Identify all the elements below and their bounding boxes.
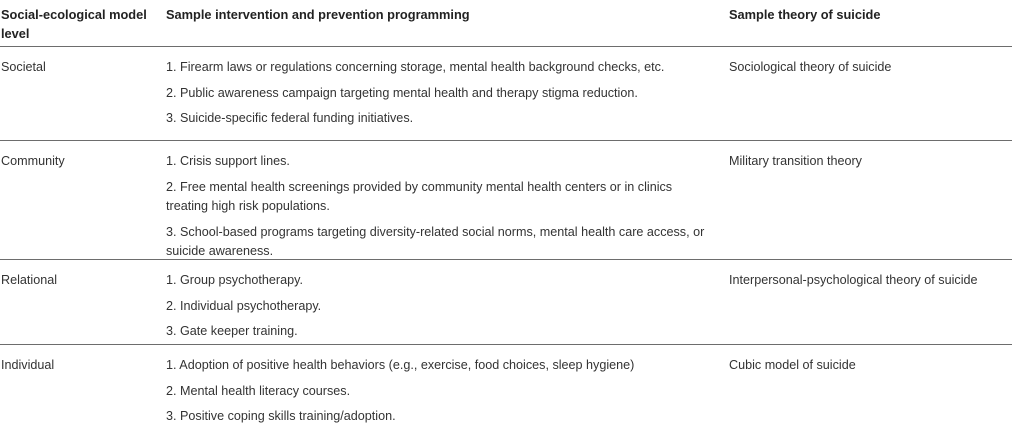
level-cell: Relational xyxy=(1,273,58,287)
programming-item: 2. Individual psychotherapy. xyxy=(166,298,322,313)
header-programming: Sample intervention and prevention programming xyxy=(166,7,470,22)
theory-cell: Sociological theory of suicide xyxy=(729,60,892,74)
level-cell: Community xyxy=(1,154,65,168)
programming-item: 2. Public awareness campaign targeting mental health and therapy stigma reduction. xyxy=(166,85,638,100)
table-row-individual xyxy=(0,345,1012,431)
programming-item: 3. Suicide-specific federal funding initiatives. xyxy=(166,111,414,125)
programming-item: 3. School-based programs targeting diversity-related social norms, mental health care access, or suicide awareness. xyxy=(166,224,705,258)
table-row-relational xyxy=(0,260,1012,345)
programming-cell xyxy=(166,271,714,348)
theory-cell: Cubic model of suicide xyxy=(729,358,856,372)
table-row-community xyxy=(0,141,1012,260)
header-theory: Sample theory of suicide xyxy=(729,7,881,22)
table-header-row xyxy=(0,0,1012,47)
programming-item: 2. Free mental health screenings provided by community mental health centers or in clinics treating high risk populations. xyxy=(166,179,673,213)
programming-item: 2. Mental health literacy courses. xyxy=(166,383,351,398)
programming-item: 1. Adoption of positive health behaviors (e.g., exercise, food choices, sleep hygiene) xyxy=(166,358,635,372)
programming-cell xyxy=(166,58,714,135)
programming-cell xyxy=(166,356,714,433)
programming-item: 3. Gate keeper training. xyxy=(166,324,298,338)
programming-item: 1. Crisis support lines. xyxy=(166,154,290,168)
programming-item: 1. Group psychotherapy. xyxy=(166,273,303,287)
programming-item: 3. Positive coping skills training/adoption. xyxy=(166,409,396,423)
level-cell: Societal xyxy=(1,60,46,74)
level-cell: Individual xyxy=(1,358,55,372)
theory-cell: Interpersonal-psychological theory of suicide xyxy=(729,273,978,287)
table-row-societal xyxy=(0,47,1012,141)
programming-item: 1. Firearm laws or regulations concerning storage, mental health background checks, etc. xyxy=(166,60,665,74)
theory-cell: Military transition theory xyxy=(729,154,862,168)
header-level: Social-ecological model level xyxy=(1,7,147,41)
programming-cell xyxy=(166,152,714,268)
